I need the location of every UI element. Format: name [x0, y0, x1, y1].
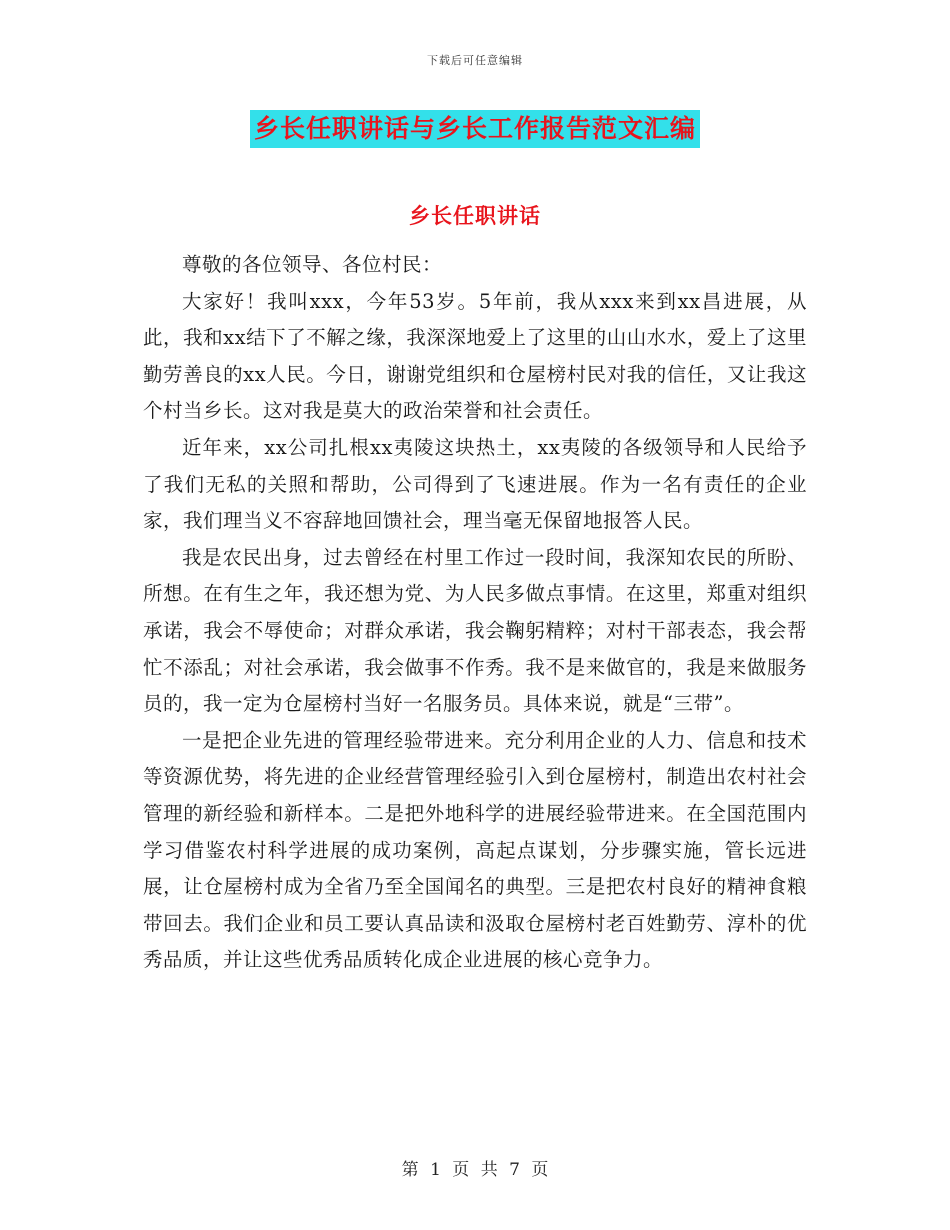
section-title: 乡长任职讲话	[409, 203, 541, 228]
page-number: 第 1 页 共 7 页	[401, 1160, 549, 1180]
document-title-container	[0, 110, 950, 148]
paragraph-salutation: 尊敬的各位领导、各位村民：	[182, 253, 443, 276]
document-title: 乡长任职讲话与乡长工作报告范文汇编	[250, 110, 700, 148]
paragraph: 近年来，xx公司扎根xx夷陵这块热土，xx夷陵的各级领导和人民给予了我们无私的关照和帮助，公司得到了飞速进展。作为一名有责任的企业家，我们理当义不容辞地回馈社会，理当毫无保留地报答人民。	[143, 435, 807, 533]
paragraph: 大家好！我叫xxx，今年53岁。5年前，我从xxx来到xx昌进展，从此，我和xx结下了不解之缘，我深深地爱上了这里的山山水水，爱上了这里勤劳善良的xx人民。今日，谢谢党组织和仓屋榜村民对我的信任，又让我这个村当乡长。这对我是莫大的政治荣誉和社会责任。	[143, 289, 807, 423]
paragraph: 我是农民出身，过去曾经在村里工作过一段时间，我深知农民的所盼、所想。在有生之年，我还想为党、为人民多做点事情。在这里，郑重对组织承诺，我会不辱使命；对群众承诺，我会鞠躬精粹；对村干部表态，我会帮忙不添乱；对社会承诺，我会做事不作秀。我不是来做官的，我是来做服务员的，我一定为仓屋榜村当好一名服务员。具体来说，就是“三带”。	[143, 545, 807, 716]
paragraph: 一是把企业先进的管理经验带进来。充分利用企业的人力、信息和技术等资源优势，将先进的企业经营管理经验引入到仓屋榜村，制造出农村社会管理的新经验和新样本。二是把外地科学的进展经验带进来。在全国范围内学习借鉴农村科学进展的成功案例，高起点谋划，分步骤实施，管长远进展，让仓屋榜村成为全省乃至全国闻名的典型。三是把农村良好的精神食粮带回去。我们企业和员工要认真品读和汲取仓屋榜村老百姓勤劳、淳朴的优秀品质，并让这些优秀品质转化成企业进展的核心竞争力。	[143, 728, 807, 972]
page-header-note: 下载后可任意编辑	[427, 54, 523, 67]
document-body	[143, 247, 807, 979]
